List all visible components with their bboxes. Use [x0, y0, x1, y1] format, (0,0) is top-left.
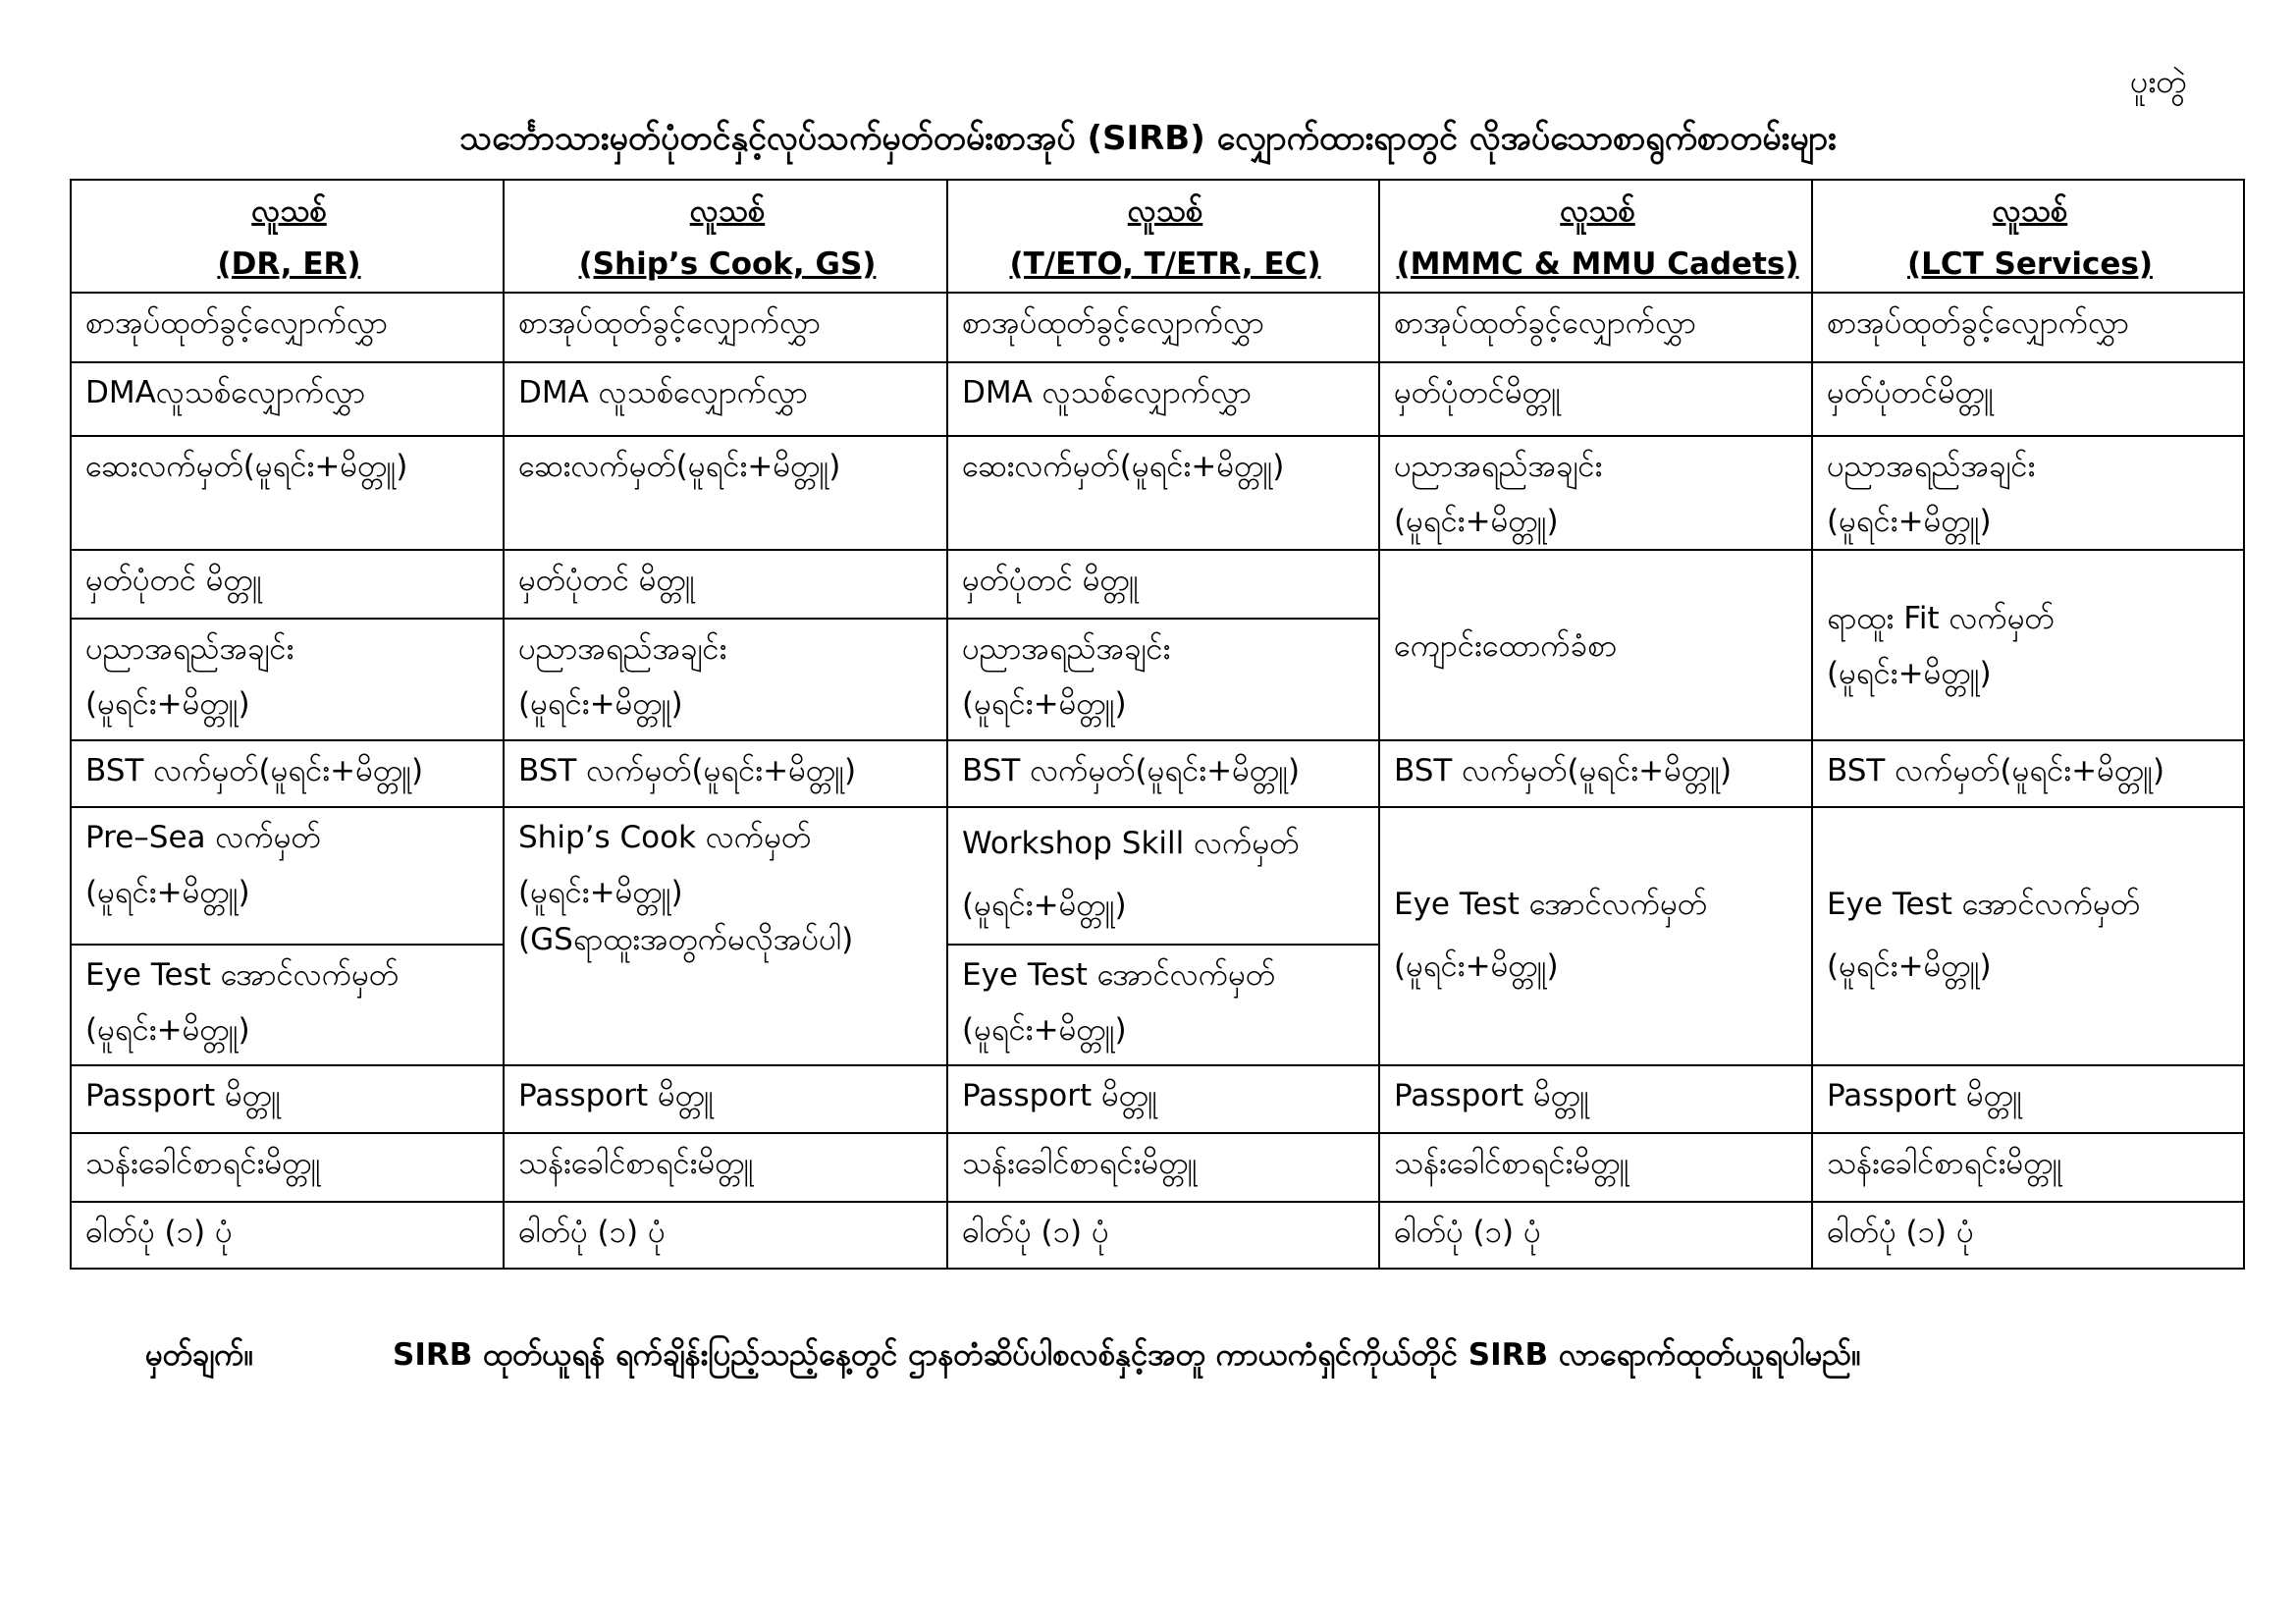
- cell-application: စာအုပ်ထုတ်ခွင့်လျှောက်လွှာ: [71, 293, 504, 362]
- cell-workshop-skill-cert: Workshop Skill လက်မှတ် (မူရင်း+မိတ္တူ): [947, 807, 1379, 945]
- document-title: သင်္ဘောသားမှတ်ပုံတင်နှင့်လုပ်သက်မှတ်တမ်းစာအုပ် (SIRB) လျှောက်ထားရာတွင် လိုအပ်သောစာရွက်စာတမ်းများ: [459, 119, 1837, 158]
- cell-application: စာအုပ်ထုတ်ခွင့်လျှောက်လွှာ: [947, 293, 1379, 362]
- cell-photo: ဓါတ်ပုံ (၁) ပုံ: [947, 1202, 1379, 1269]
- cell-household-list-copy: သန်းခေါင်စာရင်းမိတ္တူ: [947, 1133, 1379, 1202]
- note-label: မှတ်ချက်။: [145, 1337, 253, 1373]
- note-text: SIRB ထုတ်ယူရန် ရက်ချိန်းပြည့်သည့်နေ့တွင် ဌာနတံဆိပ်ပါစလစ်နှင့်အတူ ကာယကံရှင်ကိုယ်တိုင် SIRB လာရောက်ထုတ်ယူရပါမည်။: [393, 1337, 1861, 1373]
- table-row: [71, 807, 2244, 945]
- cell-eye-test-cert: Eye Test အောင်လက်မှတ် (မူရင်း+မိတ္တူ): [1379, 807, 1812, 1065]
- table-row: [71, 362, 2244, 436]
- cell-eye-test-cert: Eye Test အောင်လက်မှတ် (မူရင်း+မိတ္တူ): [1812, 807, 2244, 1065]
- cell-passport-copy: Passport မိတ္တူ: [1812, 1065, 2244, 1133]
- cell-school-recommendation: ကျောင်းထောက်ခံစာ: [1379, 550, 1812, 740]
- cell-bst-cert: BST လက်မှတ်(မူရင်း+မိတ္တူ): [71, 740, 504, 807]
- cell-photo: ဓါတ်ပုံ (၁) ပုံ: [504, 1202, 947, 1269]
- table-row: [71, 1065, 2244, 1133]
- cell-education: ပညာအရည်အချင်း (မူရင်း+မိတ္တူ): [504, 619, 947, 740]
- cell-education: ပညာအရည်အချင်း (မူရင်း+မိတ္တူ): [1379, 436, 1812, 550]
- header-lct-services: လူသစ် (LCT Services): [1812, 180, 2244, 293]
- cell-fit-certificate: ရာထူး Fit လက်မှတ် (မူရင်း+မိတ္တူ): [1812, 550, 2244, 740]
- cell-medical-cert: ဆေးလက်မှတ်(မူရင်း+မိတ္တူ): [71, 436, 504, 550]
- cell-nrc-copy: မှတ်ပုံတင် မိတ္တူ: [504, 550, 947, 619]
- cell-bst-cert: BST လက်မှတ်(မူရင်း+မိတ္တူ): [1812, 740, 2244, 807]
- cell-eye-test-cert: Eye Test အောင်လက်မှတ် (မူရင်း+မိတ္တူ): [947, 945, 1379, 1065]
- cell-education: ပညာအရည်အချင်း (မူရင်း+မိတ္တူ): [947, 619, 1379, 740]
- cell-dma-application: DMA လူသစ်လျှောက်လွှာ: [504, 362, 947, 436]
- table-row: [71, 740, 2244, 807]
- cell-nrc-copy: မှတ်ပုံတင် မိတ္တူ: [947, 550, 1379, 619]
- cell-passport-copy: Passport မိတ္တူ: [947, 1065, 1379, 1133]
- cell-passport-copy: Passport မိတ္တူ: [71, 1065, 504, 1133]
- table-row: [71, 1133, 2244, 1202]
- cell-household-list-copy: သန်းခေါင်စာရင်းမိတ္တူ: [504, 1133, 947, 1202]
- cell-bst-cert: BST လက်မှတ်(မူရင်း+မိတ္တူ): [1379, 740, 1812, 807]
- cell-photo: ဓါတ်ပုံ (၁) ပုံ: [71, 1202, 504, 1269]
- requirements-table: [70, 179, 2245, 1270]
- cell-application: စာအုပ်ထုတ်ခွင့်လျှောက်လွှာ: [1379, 293, 1812, 362]
- cell-application: စာအုပ်ထုတ်ခွင့်လျှောက်လွှာ: [504, 293, 947, 362]
- cell-photo: ဓါတ်ပုံ (၁) ပုံ: [1812, 1202, 2244, 1269]
- cell-dma-application: DMA လူသစ်လျှောက်လွှာ: [947, 362, 1379, 436]
- cell-nrc-copy: မှတ်ပုံတင်မိတ္တူ: [1379, 362, 1812, 436]
- cell-photo: ဓါတ်ပုံ (၁) ပုံ: [1379, 1202, 1812, 1269]
- table-row: [71, 1202, 2244, 1269]
- attachment-label: ပူးတွဲ: [2130, 63, 2187, 100]
- cell-presea-cert: Pre–Sea လက်မှတ် (မူရင်း+မိတ္တူ): [71, 807, 504, 945]
- cell-bst-cert: BST လက်မှတ်(မူရင်း+မိတ္တူ): [504, 740, 947, 807]
- cell-ships-cook-cert: Ship’s Cook လက်မှတ် (မူရင်း+မိတ္တူ) (GSရာထူးအတွက်မလိုအပ်ပါ): [504, 807, 947, 1065]
- table-row: [71, 293, 2244, 362]
- cell-medical-cert: ဆေးလက်မှတ်(မူရင်း+မိတ္တူ): [504, 436, 947, 550]
- cell-household-list-copy: သန်းခေါင်စာရင်းမိတ္တူ: [1379, 1133, 1812, 1202]
- table-row: [71, 436, 2244, 550]
- header-ships-cook-gs: လူသစ် (Ship’s Cook, GS): [504, 180, 947, 293]
- cell-nrc-copy: မှတ်ပုံတင် မိတ္တူ: [71, 550, 504, 619]
- cell-application: စာအုပ်ထုတ်ခွင့်လျှောက်လွှာ: [1812, 293, 2244, 362]
- header-dr-er: လူသစ် (DR, ER): [71, 180, 504, 293]
- cell-education: ပညာအရည်အချင်း (မူရင်း+မိတ္တူ): [1812, 436, 2244, 550]
- cell-passport-copy: Passport မိတ္တူ: [1379, 1065, 1812, 1133]
- table-header-row: [71, 180, 2244, 293]
- cell-household-list-copy: သန်းခေါင်စာရင်းမိတ္တူ: [71, 1133, 504, 1202]
- cell-nrc-copy: မှတ်ပုံတင်မိတ္တူ: [1812, 362, 2244, 436]
- cell-dma-application: DMAလူသစ်လျှောက်လွှာ: [71, 362, 504, 436]
- cell-eye-test-cert: Eye Test အောင်လက်မှတ် (မူရင်း+မိတ္တူ): [71, 945, 504, 1065]
- cell-education: ပညာအရည်အချင်း (မူရင်း+မိတ္တူ): [71, 619, 504, 740]
- header-teto-tetr-ec: လူသစ် (T/ETO, T/ETR, EC): [947, 180, 1379, 293]
- table-row: [71, 550, 2244, 619]
- cell-bst-cert: BST လက်မှတ်(မူရင်း+မိတ္တူ): [947, 740, 1379, 807]
- header-mmmc-mmu-cadets: လူသစ် (MMMC & MMU Cadets): [1379, 180, 1812, 293]
- cell-household-list-copy: သန်းခေါင်စာရင်းမိတ္တူ: [1812, 1133, 2244, 1202]
- cell-medical-cert: ဆေးလက်မှတ်(မူရင်း+မိတ္တူ): [947, 436, 1379, 550]
- cell-passport-copy: Passport မိတ္တူ: [504, 1065, 947, 1133]
